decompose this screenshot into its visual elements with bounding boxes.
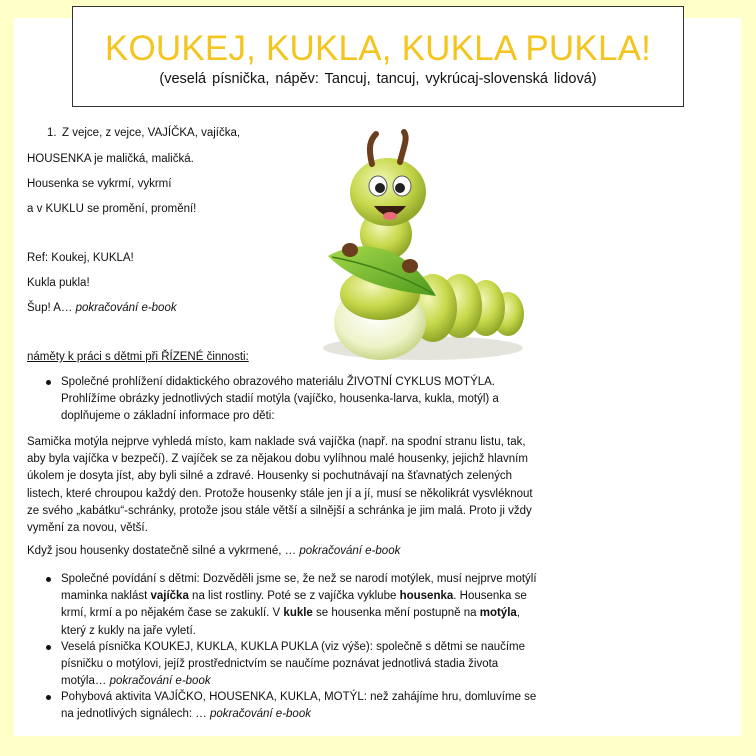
life-cycle-paragraph: Samička motýla nejprve vyhledá místo, kam naklade svá vajíčka (např. na spodní stranu listu, tak, aby byla vajíčka v bezpečí). Z vajíček se za nějakou dobu vylíhnou malé housenky, jejichž hlavním úkolem je dosyta jíst, aby byli silné a zdravé. Housenky si pochutnávají na šťavnatých zelených listech, které chroupou každý den. Protože housenky stále jen jí a jí, musí se několikrát vysvléknout ze svého „kabátku“-schránky, protože jsou stále větší a silnější a schránka je jim malá. Proto ji vždy vymění za novou, větší. xyxy=(27,436,533,535)
activity-bullet-3 xyxy=(61,639,546,691)
bullet-dot xyxy=(46,695,51,700)
caterpillar-hand xyxy=(402,259,418,273)
activity-bullet-1: Společné prohlížení didaktického obrazového materiálu ŽIVOTNÍ CYKLUS MOTÝLA. Prohlížíme obrázky jednotlivých stadií motýla (vajíčko, housenka-larva, kukla, motýl) a doplňujeme o základní informace pro děti: xyxy=(61,376,499,423)
activity-bullet-4 xyxy=(61,689,546,723)
verse-line-3: Housenka se vykrmí, vykrmí xyxy=(27,178,172,190)
keyword-butterfly: motýla xyxy=(479,607,517,620)
refrain-line-1: Ref: Koukej, KUKLA! xyxy=(27,252,134,264)
bullet-text: na list rostliny. Poté se z vajíčka vyklube xyxy=(188,590,400,603)
bullet-text: se housenka mění postupně na xyxy=(312,607,480,620)
verse-line-2: HOUSENKA je maličká, maličká. xyxy=(27,153,194,165)
verse-line-4: a v KUKLU se promění, promění! xyxy=(27,203,197,215)
tongue xyxy=(383,212,397,220)
bullet-dot xyxy=(46,380,51,385)
antenna xyxy=(400,132,406,162)
song-subtitle: (veselá písnička, nápěv: Tancuj, tancuj, vykrúcaj-slovenská lidová) xyxy=(159,71,597,87)
continuation-note: pokračování e-book xyxy=(299,545,401,557)
continuation-paragraph xyxy=(27,543,547,560)
bullet-text: . Housenka se krmí, krmí a po nějakém čase se zakuklí. V xyxy=(61,590,527,620)
refrain-line-3 xyxy=(27,300,177,317)
song-title: KOUKEJ, KUKLA, KUKLA PUKLA! xyxy=(104,29,652,68)
keyword-pupa: kukle xyxy=(283,607,313,620)
continuation-note: pokračování e-book xyxy=(109,675,211,688)
continuation-note: pokračování e-book xyxy=(209,708,311,721)
bullet-text: , který z kukly na jaře vyletí. xyxy=(61,607,520,637)
keyword-egg: vajíčka xyxy=(150,590,189,603)
refrain-line-2: Kukla pukla! xyxy=(27,277,90,289)
activities-heading: náměty k práci s dětmi při ŘÍZENÉ činnosti: xyxy=(27,351,249,363)
title-box xyxy=(72,6,684,107)
pupil xyxy=(375,183,385,193)
bullet-dot xyxy=(46,577,51,582)
pupil xyxy=(395,183,405,193)
bullet-text: Veselá písnička KOUKEJ, KUKLA, KUKLA PUKLA (viz výše): společně s dětmi se naučíme písničku o motýlovi, jejíž prostřednictvím se naučíme poznávat jednotlivá stadia života motýla… xyxy=(61,641,526,688)
caterpillar-illustration xyxy=(308,126,530,366)
bullet-text: Společné povídání s dětmi: Dozvěděli jsme se, že než se narodí motýlek, musí nejprve motýlí maminka naklást xyxy=(61,573,537,603)
caterpillar-hand xyxy=(342,243,358,257)
continuation-note: pokračování e-book xyxy=(75,302,177,314)
bullet-text: Pohybová aktivita VAJÍČKO, HOUSENKA, KUKLA, MOTÝL: než zahájíme hru, domluvíme se na jednotlivých signálech: … xyxy=(61,691,537,721)
bullet-dot xyxy=(46,645,51,650)
activity-bullet-2 xyxy=(61,571,546,640)
antenna xyxy=(370,134,376,164)
refrain-last-text: Šup! A… xyxy=(27,302,73,314)
continuation-text: Když jsou housenky dostatečně silné a vykrmené, … xyxy=(27,545,297,557)
keyword-caterpillar: housenka xyxy=(399,590,454,603)
verse-line-1: Z vejce, z vejce, VAJÍČKA, vajíčka, xyxy=(62,127,241,139)
verse-number: 1. xyxy=(47,127,57,139)
